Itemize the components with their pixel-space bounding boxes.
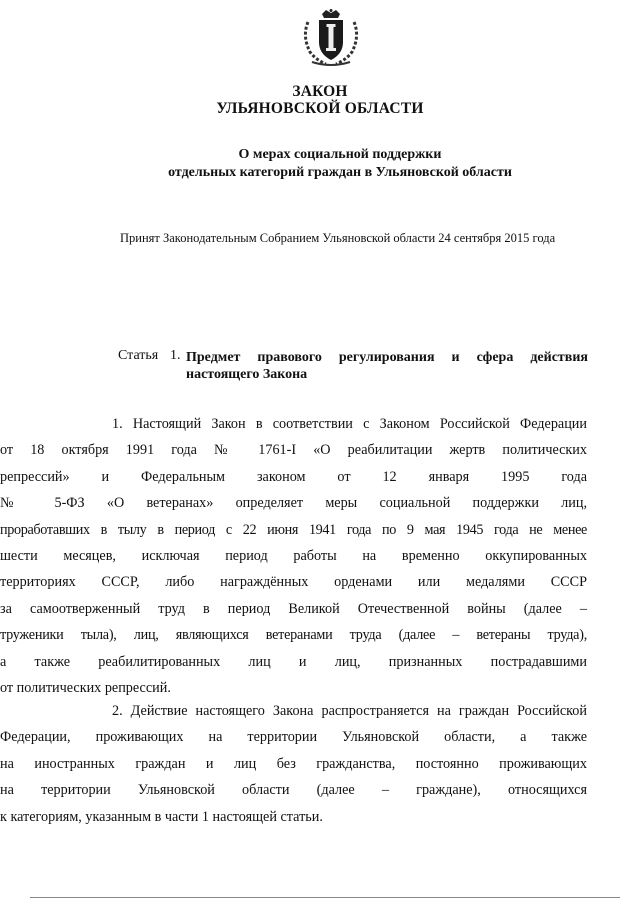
paragraph-1: [0, 411, 587, 701]
paragraph-line: № 5-ФЗ «О ветеранах» определяет меры социальной поддержки лиц,: [0, 495, 587, 512]
paragraph-line: 2. Действие настоящего Закона распространяется на граждан Российской: [112, 703, 587, 719]
article-label: Статья: [118, 348, 159, 363]
paragraph-line: от политических репрессий.: [0, 679, 171, 696]
paragraph-line: репрессий» и Федеральным законом от 12 января 1995 года: [0, 468, 587, 485]
adoption-note: Принят Законодательным Собранием Ульяновской области 24 сентября 2015 года: [120, 231, 556, 245]
paragraph-line: на территории Ульяновской области (далее – граждане), относящихся: [0, 782, 587, 799]
law-subtitle-line1: О мерах социальной поддержки: [238, 147, 442, 162]
article-number: 1.: [170, 348, 181, 363]
paragraph-line: Федерации, проживающих на территории Ульяновской области, а также: [0, 729, 587, 746]
paragraph-line: от 18 октября 1991 года № 1761-I «О реабилитации жертв политических: [0, 442, 587, 459]
paragraph-line: труженики тыла), лиц, являющихся ветеранами труда (далее – ветераны труда),: [0, 627, 587, 644]
paragraph-line: а также реабилитированных лиц и лиц, признанных пострадавшими: [0, 653, 587, 670]
ulyanovsk-coat-of-arms-icon: [298, 8, 364, 68]
paragraph-line: 1. Настоящий Закон в соответствии с Законом Российской Федерации: [112, 416, 587, 432]
scan-edge-line: [30, 897, 620, 898]
paragraph-line: проработавших в тылу в период с 22 июня 1941 года по 9 мая 1945 года не менее: [0, 521, 587, 538]
paragraph-line: на иностранных граждан и лиц без гражданства, постоянно проживающих: [0, 755, 587, 772]
law-title: ЗАКОН: [292, 83, 348, 100]
paragraph-line: за самоотверженный труд в период Великой Отечественной войны (далее –: [0, 600, 587, 617]
article-title-line2: настоящего Закона: [186, 367, 308, 382]
law-subtitle-line2: отдельных категорий граждан в Ульяновской области: [168, 165, 512, 180]
law-region: УЛЬЯНОВСКОЙ ОБЛАСТИ: [216, 100, 424, 117]
paragraph-line: к категориям, указанным в части 1 настоящей статьи.: [0, 808, 323, 825]
paragraph-line: территориях СССР, либо награждённых орденами или медалями СССР: [0, 574, 587, 591]
article-title-line1: Предмет правового регулирования и сфера действия: [186, 350, 588, 365]
paragraph-line: шести месяцев, исключая период работы на временно оккупированных: [0, 547, 587, 564]
paragraph-2: [0, 698, 587, 830]
